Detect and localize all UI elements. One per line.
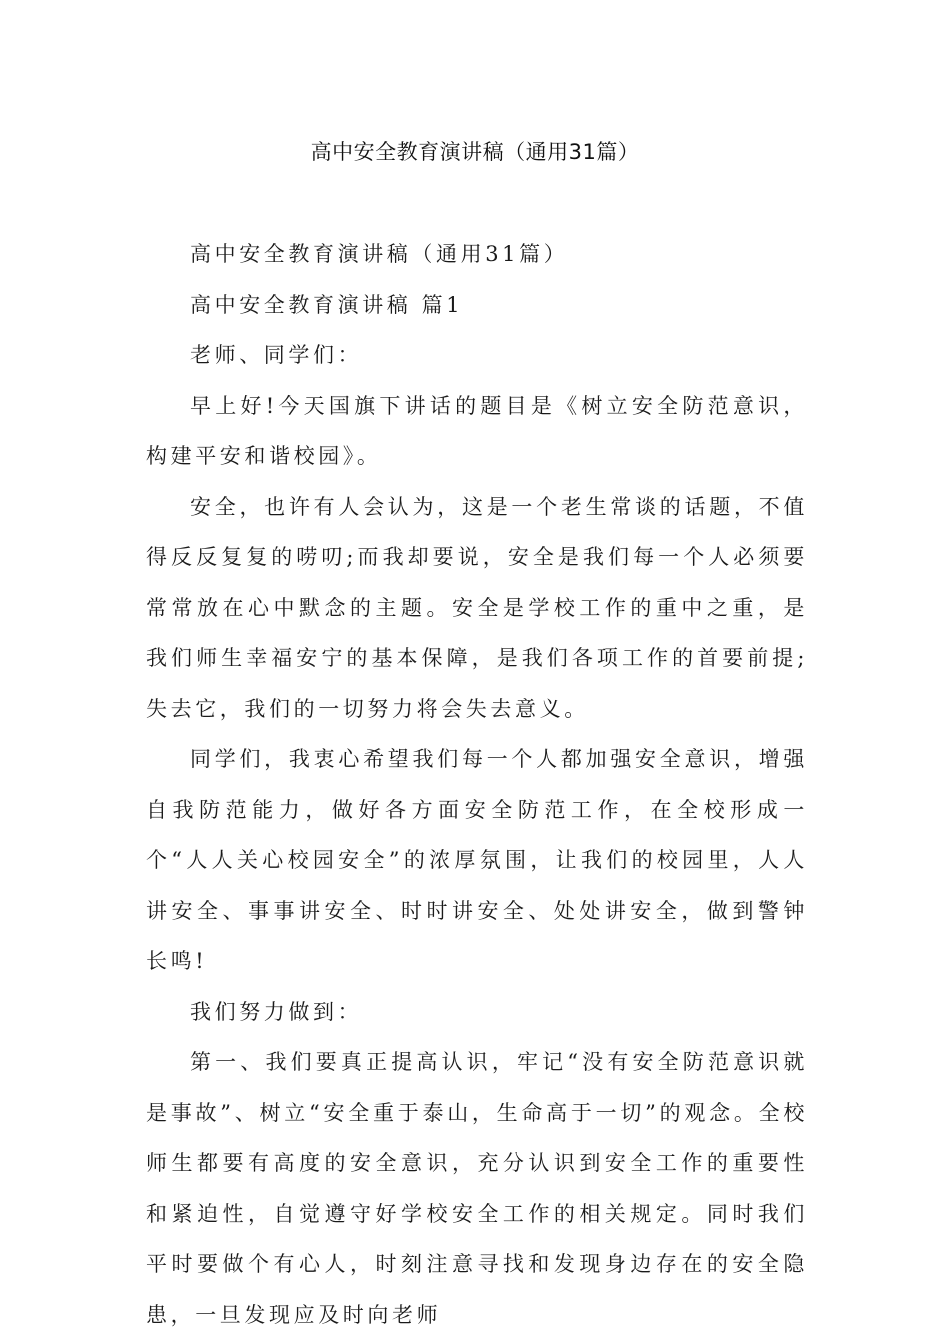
body-paragraph: 早上好!今天国旗下讲话的题目是《树立安全防范意识，构建平安和谐校园》。	[146, 393, 808, 468]
body-paragraph-salutation: 老师、同学们：	[190, 343, 363, 367]
body-paragraph: 同学们，我衷心希望我们每一个人都加强安全意识，增强自我防范能力，做好各方面安全防范工作，在全校形成一个“人人关心校园安全”的浓厚氛围，让我们的校园里，人人讲安全、事事讲安全、时时讲安全、处处讲安全，做到警钟长鸣!	[146, 747, 808, 973]
body-paragraph-section-title: 高中安全教育演讲稿 篇1	[190, 292, 464, 317]
body-paragraph-heading: 高中安全教育演讲稿（通用31篇）	[190, 242, 569, 266]
body-paragraph: 我们努力做到：	[190, 999, 363, 1024]
body-paragraph: 第一、我们要真正提高认识，牢记“没有安全防范意识就是事故”、树立“安全重于泰山，生命高于一切”的观念。全校师生都要有高度的安全意识，充分认识到安全工作的重要性和紧迫性，自觉遵守好学校安全工作的相关规定。同时我们平时要做个有心人，时刻注意寻找和发现身边存在的安全隐患，一旦发现应及时向老师	[146, 1050, 808, 1327]
body-paragraph: 安全，也许有人会认为，这是一个老生常谈的话题，不值得反反复复的唠叨;而我却要说，安全是我们每一个人必须要常常放在心中默念的主题。安全是学校工作的重中之重，是我们师生幸福安宁的基本保障，是我们各项工作的首要前提;失去它，我们的一切努力将会失去意义。	[146, 494, 808, 721]
document-title: 高中安全教育演讲稿（通用31篇）	[310, 140, 640, 164]
document-body	[146, 229, 808, 1340]
